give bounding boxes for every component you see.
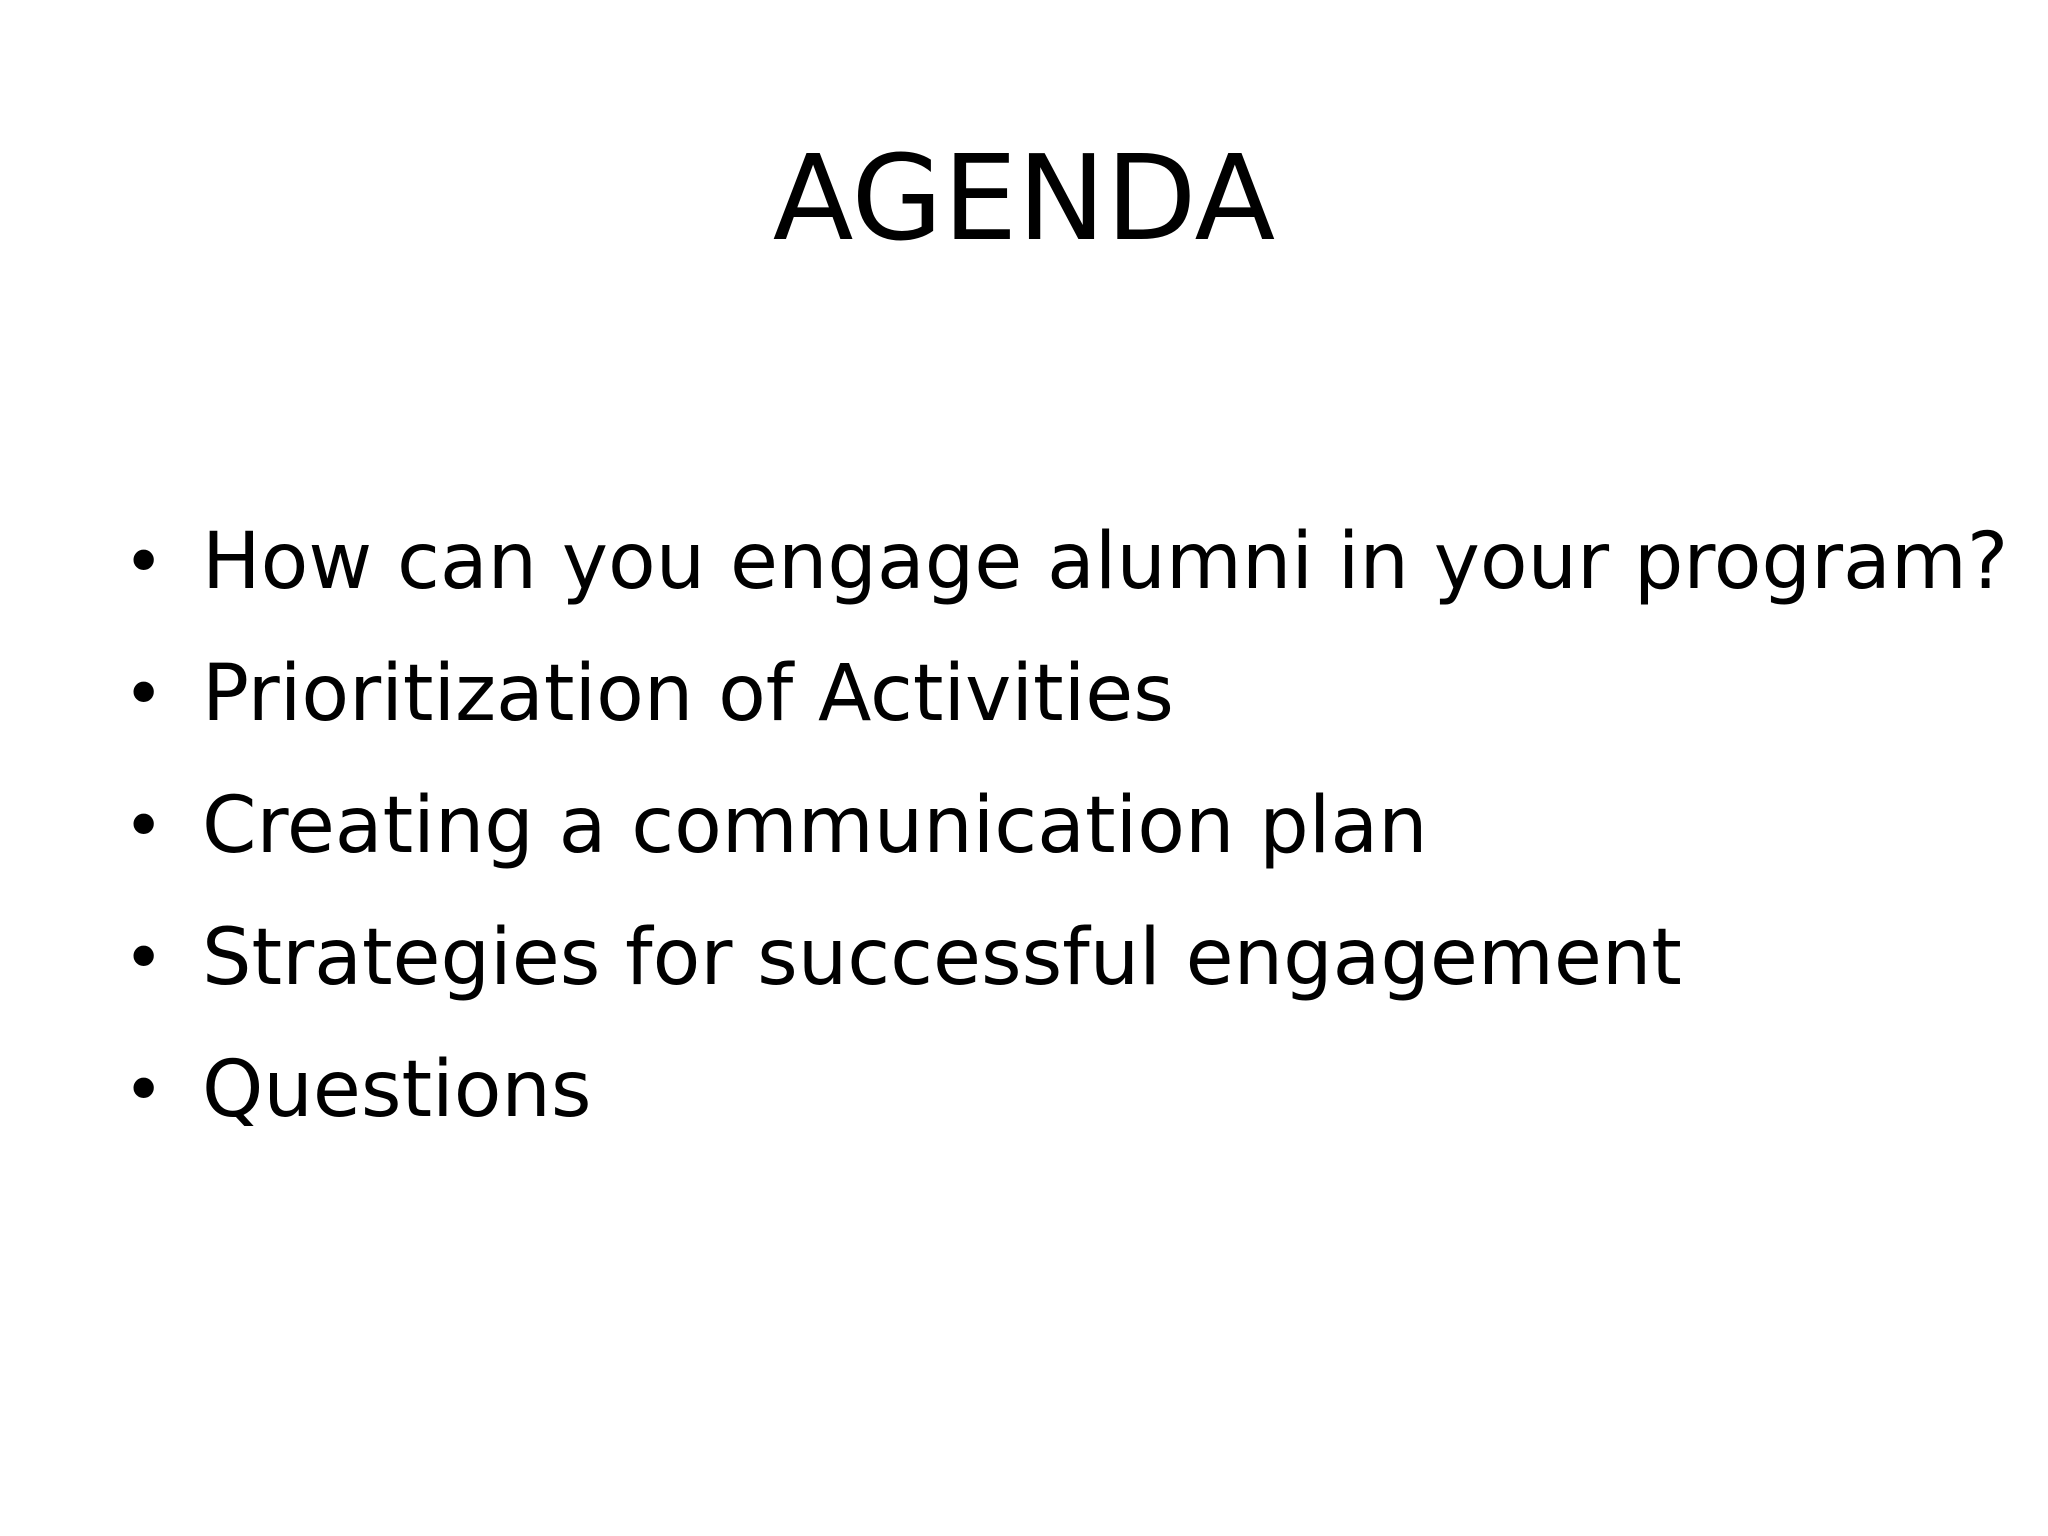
agenda-item <box>123 1040 2003 1172</box>
bullet-icon: • <box>123 521 165 603</box>
bullet-icon: • <box>123 917 165 999</box>
agenda-item-text: Strategies for successful engagement <box>202 913 1682 1003</box>
agenda-item-text: Prioritization of Activities <box>202 649 1174 739</box>
slide-title: AGENDA <box>772 129 1276 267</box>
agenda-item-text: How can you engage alumni in your program? <box>202 517 2009 607</box>
agenda-item <box>123 908 2003 1040</box>
bullet-icon: • <box>123 653 165 735</box>
agenda-item-text: Questions <box>202 1045 592 1135</box>
bullet-icon: • <box>123 785 165 867</box>
agenda-item <box>123 512 2009 644</box>
agenda-item <box>123 644 2003 776</box>
agenda-list <box>123 512 2009 1172</box>
agenda-item-text: Creating a communication plan <box>202 781 1428 871</box>
bullet-icon: • <box>123 1049 165 1131</box>
agenda-item <box>123 776 2003 908</box>
